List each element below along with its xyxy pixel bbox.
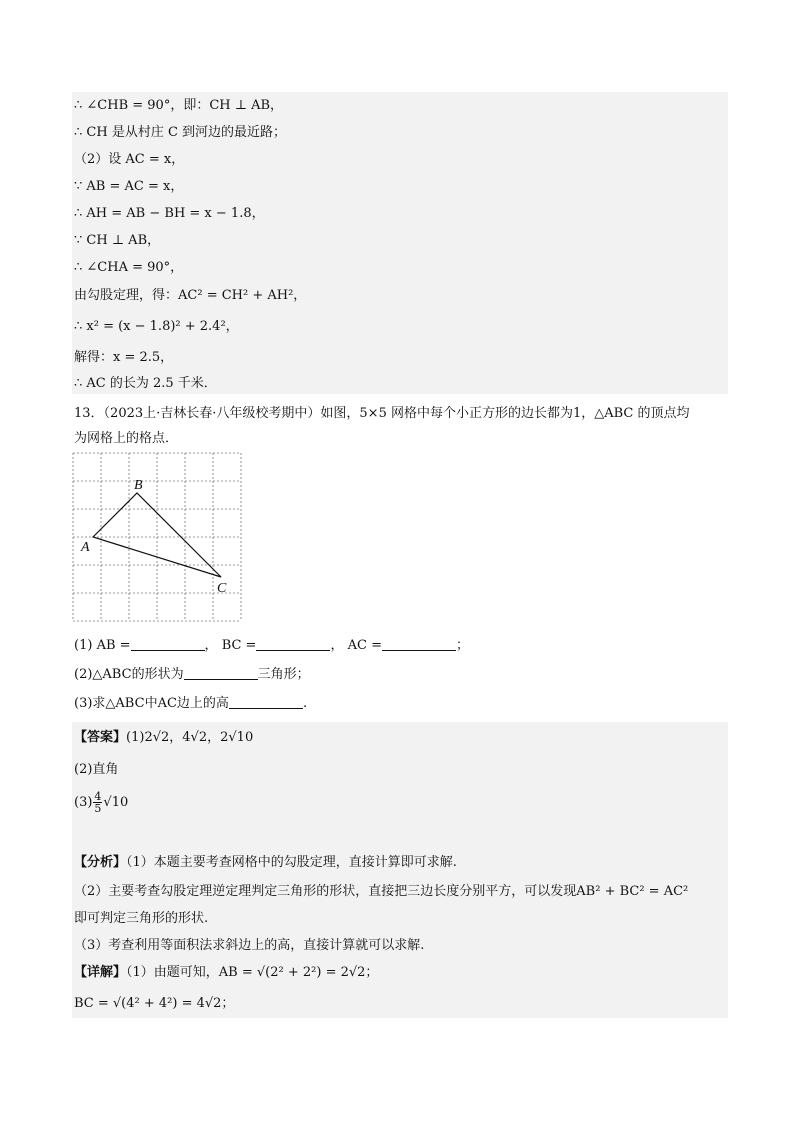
answer-line-1 — [74, 728, 253, 748]
solution-line-9: ∴ x² = (x − 1.8)² + 2.4²， — [74, 319, 239, 334]
sq3-mid: 中 — [144, 696, 158, 711]
analysis-line-3: 即可判定三角形的形状. — [74, 911, 209, 926]
analysis-p2-eq: AB² + BC² = AC² — [576, 884, 689, 899]
sq1-bc: BC = — [221, 638, 257, 653]
answer-3-radical: √10 — [103, 795, 129, 810]
sq2-triangle: △ABC — [92, 667, 132, 682]
answer-1-ac: 2√10 — [220, 730, 254, 745]
question-13-line-2: 为网格上的格点． — [74, 431, 179, 446]
detail-text: （1）由题可知， — [126, 965, 219, 980]
answer-line-3 — [74, 788, 128, 818]
analysis-line-1 — [74, 853, 457, 873]
question-13-line-1 — [74, 404, 690, 424]
blank-ac[interactable] — [382, 636, 456, 651]
solution-line-8 — [74, 286, 306, 306]
grid-figure — [72, 452, 247, 631]
analysis-p2: （2）主要考查勾股定理逆定理判定三角形的形状，直接把三边长度分别平方，可以发现 — [74, 884, 577, 899]
solution-line-7: ∴ ∠CHA = 90°， — [74, 260, 184, 275]
sq1-ac: AC = — [347, 638, 382, 653]
answer-1-sep2: ， — [207, 730, 221, 745]
fraction-denominator: 5 — [94, 802, 102, 815]
detail-line-1 — [74, 963, 378, 983]
sq2-text: 的形状为 — [131, 667, 184, 682]
solution-line-4: ∵ AB = AC = x， — [74, 179, 184, 194]
solution-line-5: ∴ AH = AB − BH = x − 1.8， — [74, 206, 265, 221]
analysis-line-4: （3）考查利用等面积法求斜边上的高，直接计算就可以求解. — [74, 938, 425, 953]
subquestion-1 — [74, 636, 469, 656]
analysis-p1: （1）本题主要考查网格中的勾股定理，直接计算即可求解. — [126, 855, 457, 870]
answer-1-ab: 2√2 — [144, 730, 170, 745]
blank-bc[interactable] — [256, 636, 330, 651]
blank-shape[interactable] — [184, 665, 258, 680]
sq2-prefix: (2) — [74, 667, 93, 682]
answer-1-sep1: ， — [169, 730, 183, 745]
question-text-1: 如图，5×5 网格中每个小正方形的边长都为1，△ABC 的顶点均 — [320, 406, 690, 421]
answer-3-prefix: (3) — [74, 795, 93, 810]
vertex-label-c: C — [217, 581, 227, 596]
solution-line-3: （2）设 AC = x， — [74, 152, 185, 167]
grid-triangle-svg — [72, 452, 247, 627]
pythagoras-equation: AC² = CH² + AH²， — [178, 288, 307, 303]
detail-label: 【详解】 — [74, 965, 127, 980]
detail-line-2: BC = √(4² + 4²) = 4√2； — [74, 996, 235, 1011]
sq1-sep2: ， — [330, 638, 344, 653]
solution-line-6: ∵ CH ⊥ AB， — [74, 233, 161, 248]
sq3-ac: AC — [157, 696, 177, 711]
vertex-label-a: A — [81, 540, 90, 555]
analysis-label: 【分析】 — [74, 855, 127, 870]
answer-1-prefix: (1) — [126, 730, 145, 745]
answer-line-2: (2)直角 — [74, 762, 119, 777]
answer-3-fraction — [93, 791, 102, 814]
answer-1-bc: 4√2 — [182, 730, 208, 745]
question-number: 13． — [74, 406, 104, 421]
subquestion-2 — [74, 665, 310, 685]
sq3-prefix: (3)求 — [74, 696, 106, 711]
sq1-prefix: (1) — [74, 638, 93, 653]
grid-lines — [73, 453, 241, 621]
question-source: （2023上·吉林长春·八年级校考期中） — [103, 406, 321, 421]
blank-ab[interactable] — [131, 636, 205, 651]
sq1-sep1: ， — [204, 638, 218, 653]
sq3-triangle: △ABC — [105, 696, 145, 711]
solution-line-10: 解得：x = 2.5， — [74, 350, 174, 365]
sq3-text: 边上的高 — [176, 696, 229, 711]
solution-line-11: ∴ AC 的长为 2.5 千米． — [74, 376, 217, 391]
analysis-line-2 — [74, 882, 688, 902]
blank-height[interactable] — [229, 694, 303, 709]
pythagoras-prefix: 由勾股定理，得： — [74, 288, 179, 303]
solution-line-1: ∴ ∠CHB = 90°，即：CH ⊥ AB， — [74, 98, 284, 113]
fraction-numerator: 4 — [94, 790, 102, 803]
solution-line-2: ∴ CH 是从村庄 C 到河边的最近路； — [74, 125, 287, 140]
sq1-end: ； — [456, 638, 470, 653]
sq3-end: . — [302, 696, 308, 711]
detail-ab-eq: AB = √(2² + 2²) = 2√2； — [218, 965, 379, 980]
sq1-ab: AB = — [96, 638, 131, 653]
answer-label: 【答案】 — [74, 730, 127, 745]
vertex-label-b: B — [134, 478, 143, 493]
subquestion-3 — [74, 694, 307, 714]
sq2-end: 三角形； — [257, 667, 310, 682]
